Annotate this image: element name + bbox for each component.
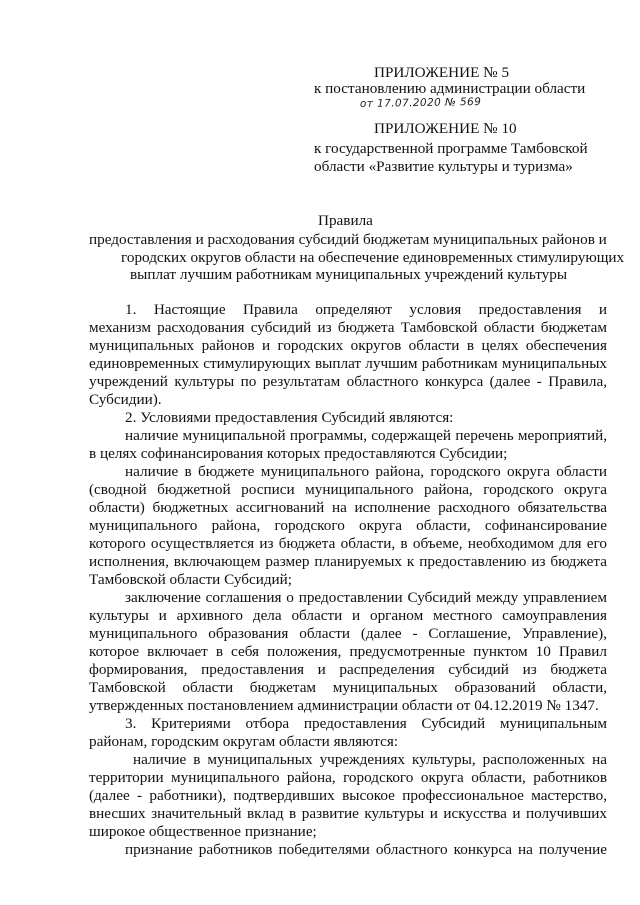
para2b-line5: которого осуществляется из бюджета области, в объеме, необходимом для его — [89, 535, 607, 552]
para2b-line1: наличие в бюджете муниципального района, городского округа области — [125, 463, 607, 480]
para2-heading: 2. Условиями предоставления Субсидий являются: — [125, 409, 454, 426]
para2a-line2: в целях софинансирования которых предоставляются Субсидии; — [89, 445, 508, 462]
para2c-line4: которое включает в себя положения, предусмотренные пунктом 10 Правил — [89, 643, 607, 660]
rules-title-line2: городских округов области на обеспечение единовременных стимулирующих — [121, 249, 625, 266]
para2b-line4: муниципального района, городского округа области, софинансирование — [89, 517, 607, 534]
para3a-line3: (далее - работники), подтвердивших высокое профессиональное мастерство, — [89, 787, 607, 804]
para3a-line4: внесших значительный вклад в развитие культуры и искусства и получивших — [89, 805, 607, 822]
appendix10-reference-line2: области «Развитие культуры и туризма» — [314, 158, 573, 175]
appendix5-reference: к постановлению администрации области — [314, 80, 586, 97]
para2b-line7: Тамбовской области Субсидий; — [89, 571, 293, 588]
para2c-line6: Тамбовской области бюджетам муниципальных образований области, — [89, 679, 607, 696]
para1-line6: Субсидии). — [89, 391, 162, 408]
para2c-line7: утвержденных постановлением администрации области от 04.12.2019 № 1347. — [89, 697, 599, 714]
rules-heading: Правила — [318, 212, 373, 229]
para3a-line2: территории муниципального района, городского округа области, работников — [89, 769, 607, 786]
para1-line3: муниципальных районов и городских округов области в целях обеспечения — [89, 337, 607, 354]
para1-line5: учреждений культуры по результатам областного конкурса (далее - Правила, — [89, 373, 607, 390]
appendix5-title: ПРИЛОЖЕНИЕ № 5 — [374, 64, 510, 81]
para3a-line1: наличие в муниципальных учреждениях культуры, расположенных на — [133, 751, 607, 768]
rules-title-line3: выплат лучшим работникам муниципальных учреждений культуры — [130, 266, 568, 283]
para3b-line1: признание работников победителями областного конкурса на получение — [125, 841, 607, 858]
para2c-line1-visible: заключение соглашения о предоставлении Субсидий между управлением — [125, 589, 607, 606]
para2a-line1: наличие муниципальной программы, содержащей перечень мероприятий, — [125, 427, 607, 444]
para1-line1: 1. Настоящие Правила определяют условия предоставления и — [125, 301, 607, 318]
para3-line1: 3. Критериями отбора предоставления Субсидий муниципальным — [125, 715, 607, 732]
appendix10-reference-line1: к государственной программе Тамбовской — [314, 140, 588, 157]
handwritten-date-number: от 17.07.2020 № 569 — [359, 95, 482, 111]
para3-line2: районам, городским округам области являются: — [89, 733, 399, 750]
para2c-line3: муниципального образования области (далее - Соглашение, Управление), — [89, 625, 607, 642]
para2c-line2: культуры и архивного дела области и органом местного самоуправления — [89, 607, 607, 624]
appendix10-title: ПРИЛОЖЕНИЕ № 10 — [374, 120, 517, 137]
rules-title-line1: предоставления и расходования субсидий бюджетам муниципальных районов и — [89, 231, 607, 248]
para2b-line2: (сводной бюджетной росписи муниципального района, городского округа — [89, 481, 607, 498]
para3a-line5: широкое общественное признание; — [89, 823, 317, 840]
para1-line4: единовременных стимулирующих выплат лучшим работникам муниципальных — [89, 355, 607, 372]
para2b-line3: области) бюджетных ассигнований на исполнение расходного обязательства — [89, 499, 607, 516]
para1-line2: механизм расходования субсидий из бюджета Тамбовской области бюджетам — [89, 319, 607, 336]
para2b-line6: исполнения, включающем размер планируемых к предоставлению из бюджета — [89, 553, 607, 570]
para2c-line5: формирования, предоставления и распределения субсидий из бюджета — [89, 661, 607, 678]
